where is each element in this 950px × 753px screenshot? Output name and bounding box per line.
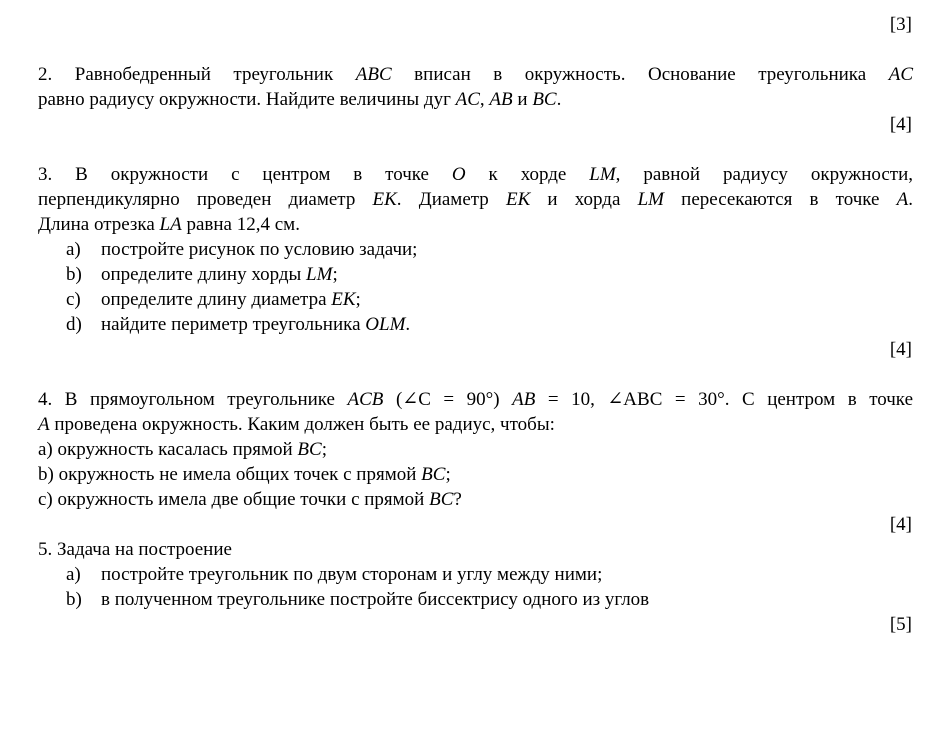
score-mark: [5] <box>889 614 912 635</box>
problem-5-title: 5. Задача на построение <box>38 539 232 560</box>
problem-4-line-2: A проведена окружность. Каким должен быть ее радиус, чтобы: <box>38 414 555 435</box>
list-item: b) окружность не имела общих точек с прямой BC; <box>38 464 451 485</box>
list-item: b) в полученном треугольнике постройте биссектрису одного из углов <box>66 589 650 610</box>
list-item: d) найдите периметр треугольника OLM. <box>66 314 411 335</box>
problem-2-line-2: равно радиусу окружности. Найдите величины дуг AC, AB и BC. <box>38 89 562 110</box>
problem-4-line-1: 4. В прямоугольном треугольнике ACB (∠C = 90°) AB = 10, ∠ABC = 30°. С центром в точке <box>38 389 913 410</box>
score-mark: [3] <box>889 14 912 35</box>
score-mark: [4] <box>889 114 912 135</box>
angle-icon: ∠ <box>402 389 419 410</box>
problem-3-line-1: 3. В окружности с центром в точке O к хорде LM, равной радиусу окружности, <box>38 164 913 185</box>
list-item: c) определите длину диаметра EK; <box>66 289 361 310</box>
list-item: c) окружность имела две общие точки с прямой BC? <box>38 489 462 510</box>
problem-2-line-1: 2. Равнобедренный треугольник ABC вписан в окружность. Основание треугольника AC <box>38 64 913 85</box>
list-item: a) окружность касалась прямой BC; <box>38 439 327 460</box>
score-mark: [4] <box>889 339 912 360</box>
angle-icon: ∠ <box>607 389 624 410</box>
problem-3-line-2: перпендикулярно проведен диаметр EK. Диаметр EK и хорда LM пересекаются в точке A. <box>38 189 913 210</box>
list-item: a) постройте рисунок по условию задачи; <box>66 239 418 260</box>
list-item: b) определите длину хорды LM; <box>66 264 338 285</box>
problem-2 <box>38 62 913 112</box>
problem-4 <box>38 387 913 512</box>
problem-5 <box>38 537 913 612</box>
problem-3 <box>38 162 913 337</box>
problem-3-line-3: Длина отрезка LA равна 12,4 см. <box>38 214 300 235</box>
list-item: a) постройте треугольник по двум сторонам и углу между ними; <box>66 564 603 585</box>
score-mark: [4] <box>889 514 912 535</box>
